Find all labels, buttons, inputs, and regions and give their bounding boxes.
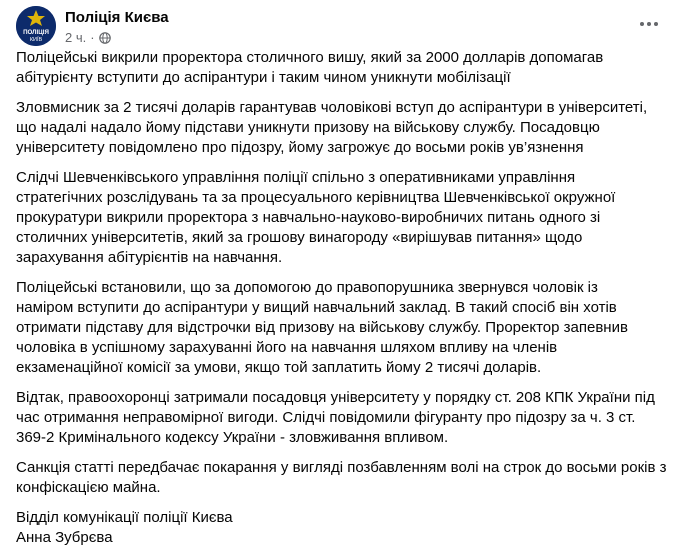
post-paragraph	[16, 98, 671, 158]
post-text-line: стратегічних розслідувань та за процесуального керівництва Шевченківської окружної	[16, 189, 616, 206]
post-text-line: Поліцейські викрили проректора столичного вишу, який за 2000 долларів допомагав	[16, 49, 604, 66]
post-text-line: Поліцейські встановили, що за допомогою до правопорушника звернувся чоловік із	[16, 279, 598, 296]
page-name-link[interactable]: Поліція Києва	[65, 9, 169, 26]
post-timestamp[interactable]: 2 ч.	[65, 30, 87, 45]
police-badge-icon	[16, 6, 56, 46]
post-paragraph	[16, 508, 671, 548]
post-paragraph	[16, 278, 671, 378]
post-text-line: Відділ комунікації поліції Києва	[16, 509, 233, 526]
post-text-line: прокуратури викрили проректора з навчально-науково-виробничих питань одного зі	[16, 209, 601, 226]
post-text-line: екзаменаційної комісії за умови, якщо той заплатить йому 2 тисячі доларів.	[16, 359, 542, 376]
post-paragraph	[16, 388, 671, 448]
post-text-line: конфіскацією майна.	[16, 479, 161, 496]
post-paragraph	[16, 48, 671, 88]
meta-separator: ·	[90, 30, 95, 45]
avatar[interactable]	[16, 6, 56, 46]
post-text-line: чоловіка в успішному зарахуванні його на навчання шляхом впливу на членів	[16, 339, 558, 356]
avatar-line1: ПОЛІЦІЯ	[23, 29, 49, 36]
post-text-line: Санкція статті передбачає покарання у вигляді позбавленням волі на строк до восьми років з	[16, 459, 667, 476]
post-text-line: Слідчі Шевченківського управління поліції спільно з оперативниками управління	[16, 169, 576, 186]
post-body	[16, 48, 671, 558]
post-meta	[65, 30, 111, 45]
post-text-line: Зловмисник за 2 тисячі доларів гарантував чоловікові вступ до аспірантури в університеті,	[16, 99, 648, 116]
post-text-line: абітурієнту вступити до аспірантури і таким чином уникнути мобілізації	[16, 69, 511, 86]
post-text-line: що надалі надало йому підстави уникнути призову на військову службу. Посадовцю	[16, 119, 600, 136]
post-header	[16, 6, 669, 46]
post-paragraph	[16, 168, 671, 268]
post-text-line: столичних університетів, який за грошову винагороду «вирішував питання» щодо	[16, 229, 583, 246]
post-text-line: час отримання неправомірної вигоди. Слідчі повідомили фігуранту про підозру за ч. 3 ст.	[16, 409, 636, 426]
post-text-line: зарахування абітурієнтів на навчання.	[16, 249, 283, 266]
post-text-line: Анна Зубрєва	[16, 529, 113, 546]
more-options-icon[interactable]	[633, 8, 665, 40]
globe-icon[interactable]	[99, 32, 111, 44]
post-text-line: наміром вступити до аспірантури у вищий навчальний заклад. В такий спосіб він хотів	[16, 299, 617, 316]
post-text-line: університету повідомлено про підозру, йому загрожує до восьми років ув’язнення	[16, 139, 584, 156]
post-text-line: отримати підставу для відстрочки від призову на військову службу. Проректор запевнив	[16, 319, 628, 336]
post-text-line: Відтак, правоохоронці затримали посадовця університету у порядку ст. 208 КПК України під	[16, 389, 655, 406]
post-text-line: 369-2 Кримінального кодексу України - зловживання впливом.	[16, 429, 449, 446]
post-paragraph	[16, 458, 671, 498]
avatar-line2: КИЇВ	[29, 37, 43, 43]
